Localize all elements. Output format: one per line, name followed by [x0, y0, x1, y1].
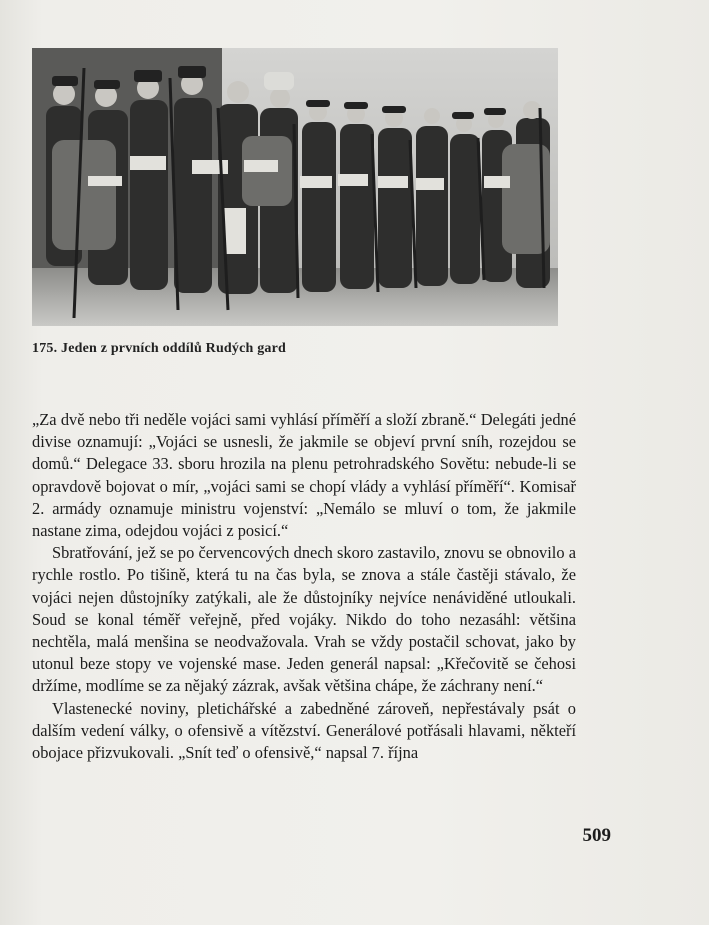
- paragraph-2: Sbratřování, jež se po červencových dnech skoro zastavilo, znovu se obnovilo a rychle rostlo. Po tišině, která tu na čas byla, se znova a stále častěji stávalo, že vojáci nejen důstojníky zatýkali, ale že důstojníky nejvíce nenáviděné utloukali. Soud se konal téměř veřejně, před vojáky. Nikdo do toho nezasáhl: většina nechtěla, malá menšina se neodvažovala. Vrah se vždy postačil schovat, jako by utonul beze stopy ve vojenské mase. Jeden generál napsal: „Křečovitě se čehosi držíme, modlíme se za nějaký zázrak, avšak většina chápe, že záchrany není.“: [32, 543, 576, 696]
- paragraph-1: „Za dvě nebo tři neděle vojáci sami vyhlásí příměří a složí zbraně.“ Delegáti jedné divise oznamují: „Vojáci se usnesli, že jakmile se objeví první sníh, rozejdou se domů.“ Delegace 33. sboru hrozila na plenu petrohradského Sovětu: nebude-li se opravdově bojovat o mír, „vojáci sami se chopí vlády a vyhlásí příměří“. Komisař 2. armády oznamuje ministru vojenství: „Nemálo se mluví o tom, že jakmile nastane zima, odejdou vojáci z posicí.“: [32, 410, 576, 541]
- figure-caption: 175. Jeden z prvních oddílů Rudých gard: [32, 341, 287, 356]
- historical-photograph: [32, 48, 558, 326]
- paragraph-3: Vlastenecké noviny, pletichářské a zabedněné zároveň, nepřestávaly psát o dalším vedení války, o ofensivě a vítězství. Generálové potřásali hlavami, někteří obojace přizvukovali. „Snít teď o ofensivě,“ napsal 7. října: [32, 698, 576, 763]
- page-number: 509: [582, 825, 611, 846]
- body-text: [32, 409, 576, 764]
